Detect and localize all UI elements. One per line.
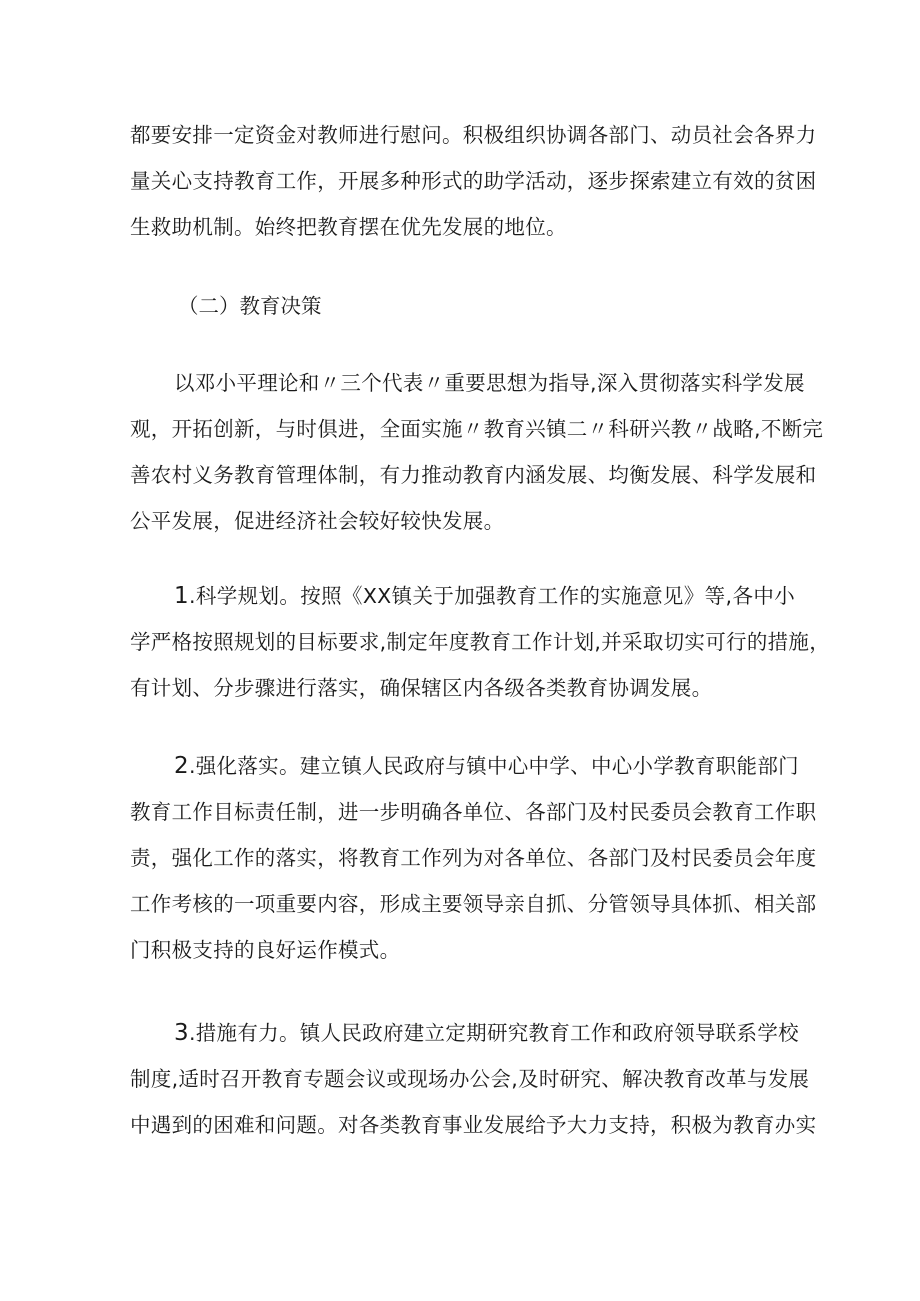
paragraph-policy	[130, 360, 824, 544]
paragraph-line: 量关心支持教育工作，开展多种形式的助学活动，逐步探索建立有效的贫困	[130, 169, 817, 193]
item-number: 2	[174, 753, 189, 779]
list-item-3	[130, 1010, 817, 1148]
paragraph-intro	[130, 112, 817, 250]
paragraph-line: 善农村义务教育管理体制，有力推动教育内涵发展、均衡发展、科学发展和	[130, 463, 817, 487]
paragraph-line	[130, 743, 799, 789]
list-item-1	[130, 573, 831, 711]
paragraph-line	[130, 573, 795, 619]
paragraph-line: 公平发展，促进经济社会较好较快发展。	[130, 509, 505, 533]
paragraph-line: 责，强化工作的落实，将教育工作列为对各单位、各部门及村民委员会年度	[130, 846, 817, 870]
paragraph-line: 教育工作目标责任制，进一步明确各单位、各部门及村民委员会教育工作职	[130, 800, 817, 824]
item-text: .强化落实。建立镇人民政府与镇中心中学、中心小学教育职能部门	[188, 754, 799, 778]
item-text: .科学规划。按照《XX镇关于加强教育工作的实施意见》等,各中小	[188, 584, 795, 608]
list-item-2	[130, 743, 817, 973]
paragraph-line: 都要安排一定资金对教师进行慰问。积极组织协调各部门、动员社会各界力	[130, 123, 817, 147]
paragraph-line: 门积极支持的良好运作模式。	[130, 938, 401, 962]
item-text: .措施有力。镇人民政府建立定期研究教育工作和政府领导联系学校	[188, 1021, 799, 1045]
section-heading: （二）教育决策	[178, 294, 322, 318]
paragraph-line: 观，开拓创新，与时俱进，全面实施〃教育兴镇二〃科研兴教〃战略,不断完	[130, 417, 824, 441]
paragraph-line: 有计划、分步骤进行落实，确保辖区内各级各类教育协调发展。	[130, 676, 713, 700]
item-number: 3	[174, 1020, 189, 1046]
paragraph-line: 工作考核的一项重要内容，形成主要领导亲自抓、分管领导具体抓、相关部	[130, 892, 817, 916]
paragraph-line: 制度,适时召开教育专题会议或现场办公会,及时研究、解决教育改革与发展	[130, 1067, 810, 1091]
paragraph-line: 生救助机制。始终把教育摆在优先发展的地位。	[130, 215, 567, 239]
paragraph-line: 以邓小平理论和〃三个代表〃重要思想为指导,深入贯彻落实科学发展	[174, 371, 805, 395]
paragraph-line: 学严格按照规划的目标要求,制定年度教育工作计划,并采取切实可行的措施，	[130, 630, 831, 654]
paragraph-line	[130, 1010, 799, 1056]
item-number: 1	[174, 583, 189, 609]
paragraph-line: 中遇到的困难和问题。对各类教育事业发展给予大力支持，积极为教育办实	[130, 1113, 817, 1137]
